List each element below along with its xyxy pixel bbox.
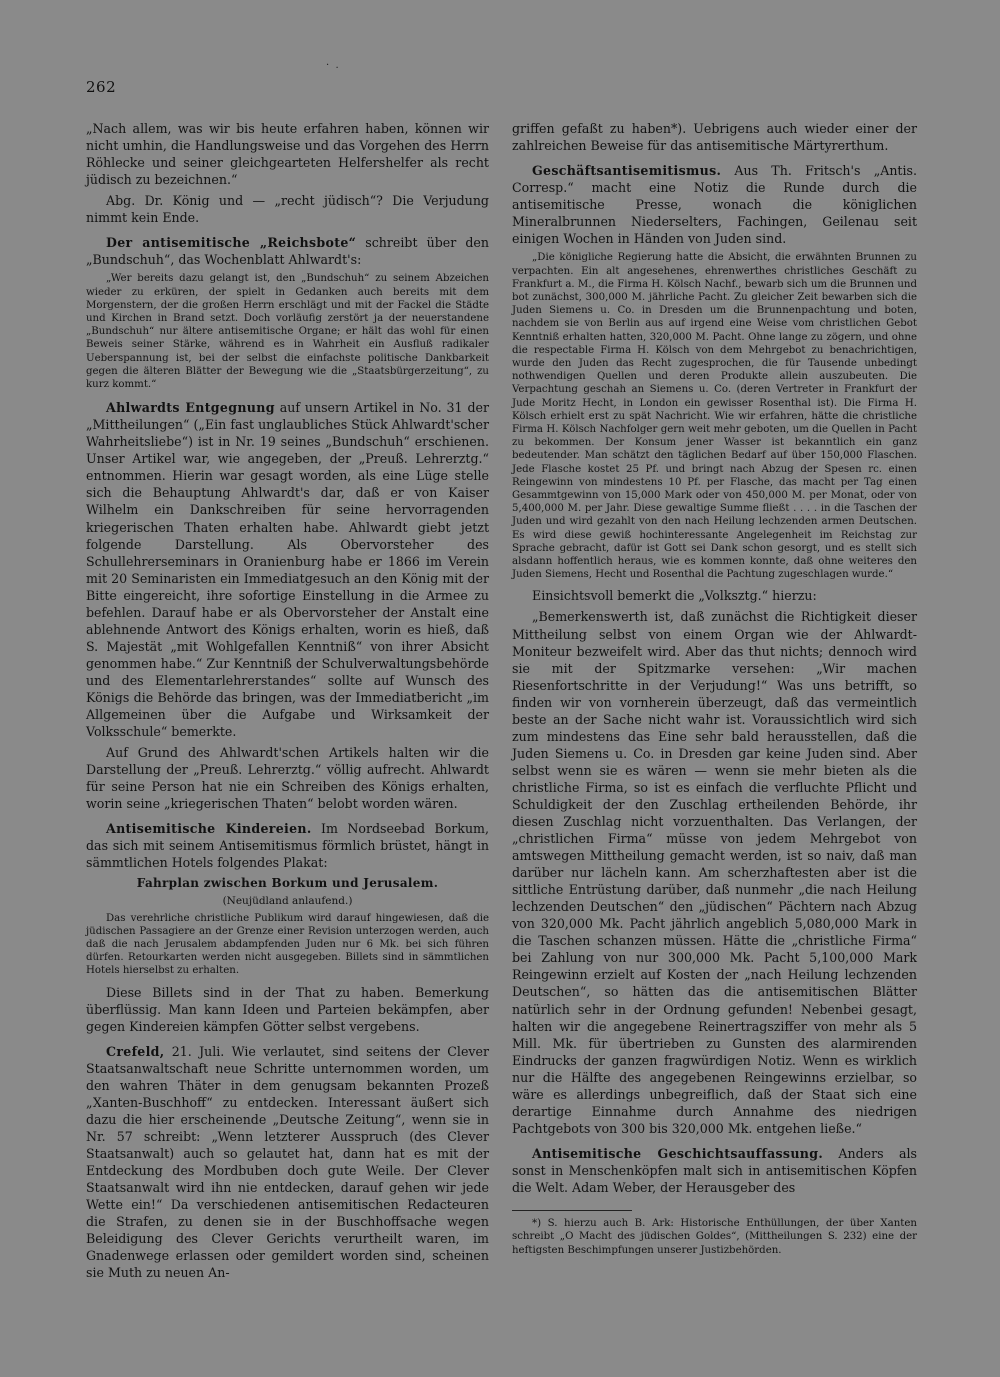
quoted-excerpt: „Die königliche Regierung hatte die Absicht, die erwähnten Brunnen zu verpachten. Ein alt angesehenes, ehrenwerthes christliches Geschäft zu Frankfurt a. M., die Firma H. Kölsch Nachf., bewarb sich um die Brunnen und bot zunächst, 300,000 M. jährliche Pacht. Zu gleicher Zeit bewarben sich die Juden Siemens u. Co. in Dresden um die Brunnenpachtung und boten, nachdem sie von Berlin aus auf irgend eine Weise vom christlichen Gebot Kenntniß erhalten hatten, 320,000 M. Pacht. Ohne lange zu zögern, und ohne die respectable Firma H. Kölsch von dem Mehrgebot zu benachrichtigen, wurde den Juden das Recht zugesprochen, die für Tausende unbedingt nothwendigen Quellen und deren Produkte allein auszubeuten. Die Verpachtung geschah an Siemens u. Co. (deren Vertreter in Frankfurt der Jude Moritz Hecht, in London ein gewisser Rosenthal ist). Die Firma H. Kölsch erhielt erst zu spät Nachricht. Wie wir erfahren, hätte die christliche Firma H. Kölsch Nachfolger gern weit mehr geboten, um die Quellen in Pacht zu bekommen. Der Konsum jener Wasser ist bekanntlich ein ganz bedeutender. Man schätzt den täglichen Bedarf auf über 150,000 Flaschen. Jede Flasche kostet 25 Pf. und bringt nach Abzug der Spesen rc. einen Reingewinn von mindestens 10 Pf. per Flasche, das macht per Tag einen Gesammtgewinn von 15,000 Mark oder von 450,000 M. per Monat, oder von 5,400,000 M. per Jahr. Diese gewaltige Summe fließt . . . . in die Taschen der Juden und wird gezahlt von den nach Heilung lechzenden armen Deutschen. Es wird diese gewiß hochinteressante Angelegenheit im Reichstag zur Sprache gebracht, dafür ist Gott sei Dank schon gesorgt, und es stellt sich alsdann hoffentlich heraus, wie es kommen konnte, daß ohne weiteres den Juden Siemens, Hecht und Rosenthal die Pachtung zugeschlagen wurde.“ [512,252,917,581]
article-paragraph [86,820,489,871]
quoted-excerpt: Das verehrliche christliche Publikum wird darauf hingewiesen, daß die jüdischen Passagiere an der Grenze einer Revision unterzogen werden, auch daß die nach Jerusalem abdampfenden Juden nur 6 Mk. bei sich führen dürfen. Retourkarten werden nicht ausgegeben. Billets sind in sämmtlichen Hotels hierselbst zu erhalten. [86,912,489,977]
article-heading: Antisemitische Geschichtsauffassung. [532,1145,824,1161]
left-column [86,120,489,1285]
article-paragraph [86,399,489,740]
right-column [512,120,917,1257]
footnote-rule [512,1210,632,1211]
print-marks: · . [326,60,339,71]
article-paragraph [512,1145,917,1196]
article-paragraph [86,234,489,268]
page-number: 262 [86,78,117,96]
article-text: Aus Th. Fritsch's „Antis. Corresp.“ macht eine Notiz die Runde durch die antisemitische Presse, wonach die königlichen Mineralbrunnen Niederselters, Fachingen, Geilenau seit einigen Wochen in Händen von Juden sind. [512,163,917,247]
paragraph: Abg. Dr. König und — „recht jüdisch“? Die Verjudung nimmt kein Ende. [86,193,489,226]
article-heading: Ahlwardts Entgegnung [106,400,275,416]
article-heading: Geschäftsantisemitismus. [532,163,722,179]
article-text: schreibt über den „Bundschuh“, das Wochenblatt Ahlwardt's: [86,235,489,268]
paragraph: Einsichtsvoll bemerkt die „Volksztg.“ hierzu: [532,588,817,604]
article-paragraph [512,162,917,247]
article-heading: Crefeld, [106,1043,165,1059]
paragraph: griffen gefaßt zu haben*). Uebrigens auch wieder einer der zahlreichen Beweise für das antisemitische Märtyrerthum. [512,121,917,154]
paragraph: Auf Grund des Ahlwardt'schen Artikels halten wir die Darstellung der „Preuß. Lehrerztg.“ völlig aufrecht. Ahlwardt für seine Person hat nie ein Schreiben des Königs erhalten, worin seine „kriegerischen Thaten“ belobt worden wären. [86,745,489,812]
paragraph: Diese Billets sind in der That zu haben. Bemerkung überflüssig. Man kann Ideen und Parteien bekämpfen, aber gegen Kindereien kämpfen Götter selbst vergebens. [86,984,489,1034]
poster-subtitle: (Neujüdland anlaufend.) [222,894,353,907]
article-paragraph [86,1043,489,1282]
article-text: Im Nordseebad Borkum, das sich mit seinem Antisemitismus förmlich brüstet, hängt in sämmtlichen Hotels folgendes Plakat: [86,821,489,871]
footnote: *) S. hierzu auch B. Ark: Historische Enthüllungen, der über Xanten schreibt „O Macht des jüdischen Goldes“, (Mittheilungen S. 232) eine der heftigsten Beschimpfungen unserer Justizbehörden. [512,1218,917,1256]
article-text: Anders als sonst in Menschenköpfen malt sich in antisemitischen Köpfen die Welt. Adam Weber, der Herausgeber des [512,1145,917,1195]
article-text: auf unsern Artikel in No. 31 der „Mittheilungen“ („Ein fast unglaubliches Stück Ahlwardt'scher Wahrheitsliebe“) ist in Nr. 19 seines „Bundschuh“ erschienen. Unser Artikel war, wie angegeben, der „Preuß. Lehrerztg.“ entnommen. Hierin war gesagt worden, als eine Lüge stelle sich die Behauptung Ahlwardt's dar, daß er von Kaiser Wilhelm ein Dankschreiben für seine hervorragenden kriegerischen Thaten erhalten habe. Ahlwardt giebt jetzt folgende Darstellung. Als Obervorsteher des Schullehrerseminars in Oranienburg habe er 1866 im Verein mit 20 Seminaristen ein Immediatgesuch an den König mit der Bitte eingereicht, ihre sofortige Einstellung in die Armee zu befehlen. Darauf habe er als Obervorsteher der Anstalt eine ablehnende Antwort des Königs erhalten, worin es hieß, daß S. Majestät „mit Wohlgefallen Kenntniß“ von ihrer Absicht genommen habe.“ Zur Kenntniß der Schulverwaltungsbehörde und des Elementarlehrerstandes“ sollte auf Wunsch des Königs die Behörde das bringen, was der Immediatbericht „im Allgemeinen über die Aufgabe und Wirksamkeit der Volksschule“ bemerkte. [86,400,489,740]
paragraph: „Nach allem, was wir bis heute erfahren haben, können wir nicht umhin, die Handlungsweise und das Vorgehen des Herrn Röhlecke und seiner gleichgearteten Helfershelfer als recht jüdisch zu bezeichnen.“ [86,121,489,188]
poster-title: Fahrplan zwischen Borkum und Jerusalem. [136,876,439,891]
article-heading: Der antisemitische „Reichsbote“ [106,235,357,251]
paragraph: „Bemerkenswerth ist, daß zunächst die Richtigkeit dieser Mittheilung selbst von einem Organ wie der Ahlwardt-Moniteur bezweifelt wird. Aber das thut nichts; dennoch wird sie mit der Spitzmarke versehen: „Wir machen Riesenfortschritte in der Verjudung!“ Was uns betrifft, so finden wir von vornherein überzeugt, daß das vermeintlich beste an der Sache nicht wahr ist. Voraussichtlich wird sich zum mindestens das Eine sehr bald herausstellen, daß die Juden Siemens u. Co. in Dresden gar keine Juden sind. Aber selbst wenn sie es wären — wenn sie mehr bieten als die christliche Firma, so ist es einfach die verfluchte Pflicht und Schuldigkeit der den Zuschlag ertheilenden Behörde, ihr diesen Zuschlag nicht vorzuenthalten. Das Verlangen, der „christlichen Firma“ müsse von jedem Mehrgebot von amtswegen Mittheilung gemacht werden, ist so naiv, daß man darüber nur lächeln kann. Am scherzhaftesten aber ist die sittliche Entrüstung darüber, daß nunmehr „die nach Heilung lechzenden Deutschen“ den „jüdischen“ Pächtern nach Abzug von 320,000 Mk. Pacht jährlich angeblich 5,080,000 Mark in die Taschen schanzen müssen. Hätte die „christliche Firma“ bei Zahlung von nur 300,000 Mk. Pacht 5,100,000 Mark Reingewinn erzielt auf Kosten der „nach Heilung lechzenden Deutschen“, so hätten das die antisemitischen Blätter natürlich sehr in der Ordnung gefunden! Nebenbei gesagt, halten wir die angegebene Reinertragsziffer von mehr als 5 Mill. Mk. für übertrieben zu Gunsten des alarmirenden Eindrucks der ganzen fragwürdigen Notiz. Wenn es wirklich nur die Hälfte des angegebenen Reingewinns erzielbar, so wäre es allerdings unbegreiflich, daß der Staat sich eine derartige Einnahme durch Annahme des niedrigen Pachtgebots von 300 bis 320,000 Mk. entgehen ließe.“ [512,609,917,1136]
article-text: 21. Juli. Wie verlautet, sind seitens der Clever Staatsanwaltschaft neue Schritte unternommen worden, um den wahren Thäter in dem genugsam bekannten Prozeß „Xanten-Buschhoff“ zu entdecken. Interessant äußert sich dazu die hier erscheinende „Deutsche Zeitung“, wenn sie in Nr. 57 schreibt: „Wenn letzterer Ausspruch (des Clever Staatsanwalt) auch so gelautet hat, dann hat es mit der Entdeckung des Mordbuben doch gute Weile. Der Clever Staatsanwalt wird ihn nie entdecken, darauf gehen wir jede Wette ein!“ Da verschiedenen antisemitischen Redacteuren die Strafen, zu denen sie in der Buschhoffsache wegen Beleidigung des Clever Gerichts verurtheilt waren, im Gnadenwege erlassen oder gemildert worden sind, scheinen sie Muth zu neuen An- [86,1043,489,1281]
quoted-excerpt: „Wer bereits dazu gelangt ist, den „Bundschuh“ zu seinem Abzeichen wieder zu erküren, der spielt in Gedanken auch bereits mit dem Morgenstern, der die großen Herrn erschlägt und mit der Fackel die Städte und Kirchen in Brand setzt. Doch vorläufig zerstört ja der neuerstandene „Bundschuh“ nur ältere antisemitische Organe; er hält das wohl für einen Beweis seiner Stärke, während es in Wahrheit ein Ausfluß radikaler Ueberspannung ist, bei der selbst die einfachste politische Dankbarkeit gegen die älteren Blätter der Bewegung wie die „Staatsbürgerzeitung“, zu kurz kommt.“ [86,273,489,390]
right-column-body [512,120,917,1196]
article-heading: Antisemitische Kindereien. [106,821,312,837]
